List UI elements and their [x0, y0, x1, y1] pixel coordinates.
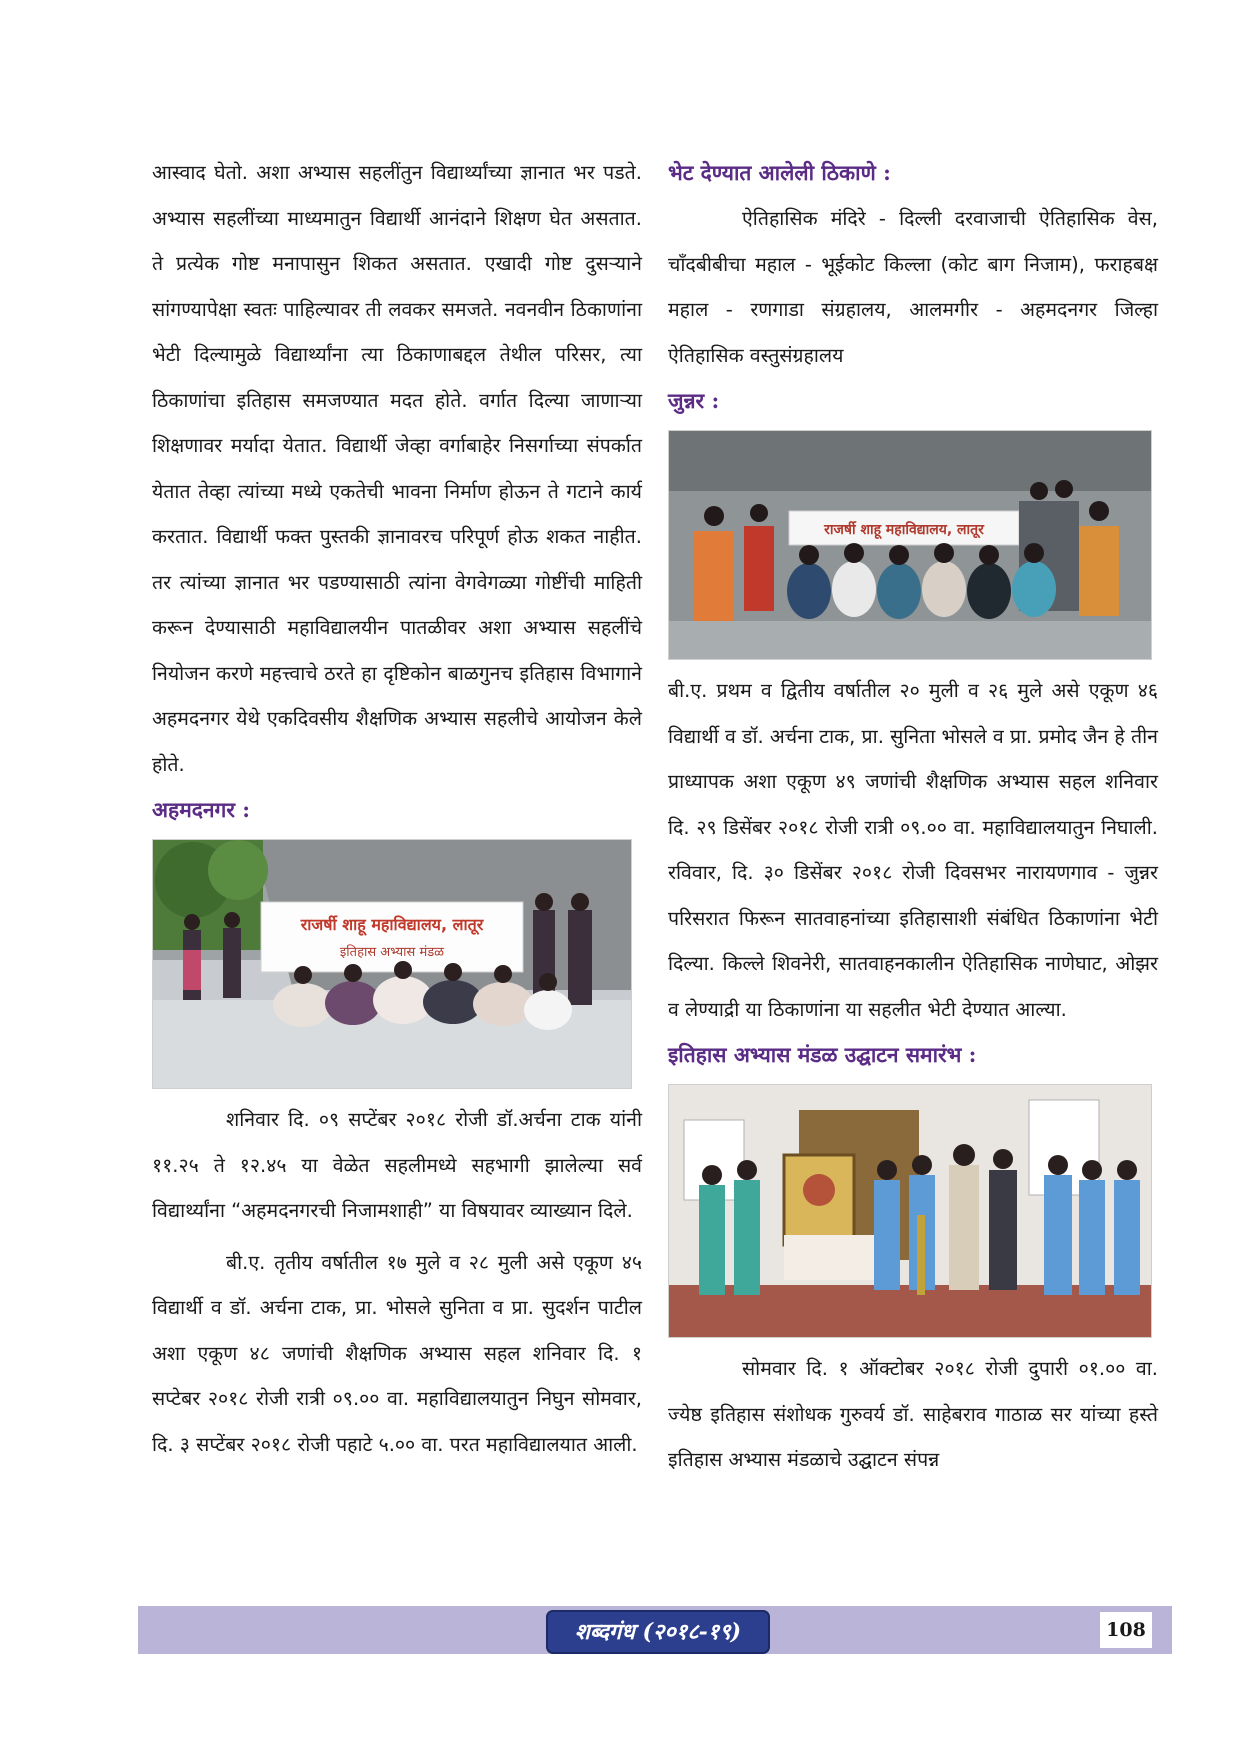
- banner-text: राजर्षी शाहू महाविद्यालय, लातूर: [300, 915, 484, 934]
- section-heading-ahmednagar: अहमदनगर :: [152, 797, 251, 822]
- places-paragraph: ऐतिहासिक मंदिरे - दिल्ली दरवाजाची ऐतिहासिक वेस, चाँदबीबीचा महाल - भूईकोट किल्ला (कोट बाग निजाम), फराहबक्ष महाल - रणगाडा संग्रहालय, आलमगीर - अहमदनगर जिल्हा ऐतिहासिक वस्तुसंग्रहालय: [668, 207, 1158, 367]
- right-column: [668, 150, 1158, 1483]
- intro-paragraph: आस्वाद घेतो. अशा अभ्यास सहलींतुन विद्यार्थ्यांच्या ज्ञानात भर पडते. अभ्यास सहलींच्या माध्यमातुन विद्यार्थी आनंदाने शिक्षण घेत असतात. ते प्रत्येक गोष्ट मनापासुन शिकत असतात. एखादी गोष्ट दुसऱ्याने सांगण्यापेक्षा स्वतः पाहिल्यावर ती लवकर समजते. नवनवीन ठिकाणांना भेटी दिल्यामुळे विद्यार्थ्यांना त्या ठिकाणाबद्दल तेथील परिसर, त्या ठिकाणांचा इतिहास समजण्यात मदत होते. वर्गात दिल्या जाणाऱ्या शिक्षणावर मर्यादा येतात. विद्यार्थी जेव्हा वर्गाबाहेर निसर्गाच्या संपर्कात येतात तेव्हा त्यांच्या मध्ये एकतेची भावना निर्माण होऊन ते गटाने कार्य करतात. विद्यार्थी फक्त पुस्तकी ज्ञानावरच परिपूर्ण होऊ शकत नाहीत. तर त्यांच्या ज्ञानात भर पडण्यासाठी त्यांना वेगवेगळ्या गोष्टींची माहिती करून देण्यासाठी महाविद्यालयीन पातळीवर अशा अभ्यास सहलींचे नियोजन करणे महत्त्वाचे ठरते हा दृष्टिकोन बाळगुनच इतिहास विभागाने अहमदनगर येथे एकदिवसीय शैक्षणिक अभ्यास सहलीचे आयोजन केले होते.: [152, 161, 642, 776]
- inauguration-paragraph: सोमवार दि. १ ऑक्टोबर २०१८ रोजी दुपारी ०१.०० वा. ज्येष्ठ इतिहास संशोधक गुरुवर्य डॉ. साहेबराव गाठाळ सर यांच्या हस्ते इतिहास अभ्यास मंडळाचे उद्घाटन संपन्न: [668, 1357, 1158, 1471]
- trip-ahmednagar-paragraph: बी.ए. तृतीय वर्षातील १७ मुले व २८ मुली असे एकूण ४५ विद्यार्थी व डॉ. अर्चना टाक, प्रा. भोसले सुनिता व प्रा. सुदर्शन पाटील अशा एकूण ४८ जणांची शैक्षणिक अभ्यास सहल शनिवार दि. १ सप्टेबर २०१८ रोजी रात्री ०९.०० वा. महाविद्यालयातुन निघुन सोमवार, दि. ३ सप्टेंबर २०१८ रोजी पहाटे ५.०० वा. परत महाविद्यालयात आली.: [152, 1250, 642, 1456]
- section-heading-inauguration: इतिहास अभ्यास मंडळ उद्घाटन समारंभ :: [668, 1042, 977, 1067]
- photo-inauguration: [668, 1084, 1152, 1338]
- photo-junnar-group: [668, 430, 1152, 660]
- left-column: [152, 150, 642, 1467]
- page-number: 108: [1100, 1612, 1152, 1648]
- footer-band: [138, 1606, 1172, 1654]
- cave-group-photo-illustration: [669, 431, 1151, 659]
- banner-subtext: इतिहास अभ्यास मंडळ: [339, 945, 445, 960]
- journal-title: शब्दगंध (२०१८-१९): [546, 1610, 770, 1654]
- cave-banner-text: राजर्षी शाहू महाविद्यालय, लातूर: [824, 522, 984, 538]
- section-heading-places: भेट देण्यात आलेली ठिकाणे :: [668, 160, 891, 185]
- photo-ahmednagar-group: [152, 839, 632, 1089]
- junnar-paragraph: बी.ए. प्रथम व द्वितीय वर्षातील २० मुली व २६ मुले असे एकूण ४६ विद्यार्थी व डॉ. अर्चना टाक, प्रा. सुनिता भोसले व प्रा. प्रमोद जैन हे तीन प्राध्यापक अशा एकूण ४९ जणांची शैक्षणिक अभ्यास सहल शनिवार दि. २९ डिसेंबर २०१८ रोजी रात्री ०९.०० वा. महाविद्यालयातुन निघाली. रविवार, दि. ३० डिसेंबर २०१८ रोजी दिवसभर नारायणगाव - जुन्नर परिसरात फिरून सातवाहनांच्या इतिहासाशी संबंधित ठिकाणांना भेटी दिल्या. किल्ले शिवनेरी, सातवाहनकालीन ऐतिहासिक नाणेघाट, ओझर व लेण्याद्री या ठिकाणांना या सहलीत भेटी देण्यात आल्या.: [668, 679, 1158, 1021]
- lecture-paragraph: शनिवार दि. ०९ सप्टेंबर २०१८ रोजी डॉ.अर्चना टाक यांनी ११.२५ ते १२.४५ या वेळेत सहलीमध्ये सहभागी झालेल्या सर्व विद्यार्थ्यांना “अहमदनगरची निजामशाही” या विषयावर व्याख्यान दिले.: [152, 1108, 642, 1222]
- group-photo-illustration: [153, 840, 631, 1088]
- inauguration-photo-illustration: [669, 1085, 1151, 1337]
- section-heading-junnar: जुन्नर :: [668, 388, 720, 413]
